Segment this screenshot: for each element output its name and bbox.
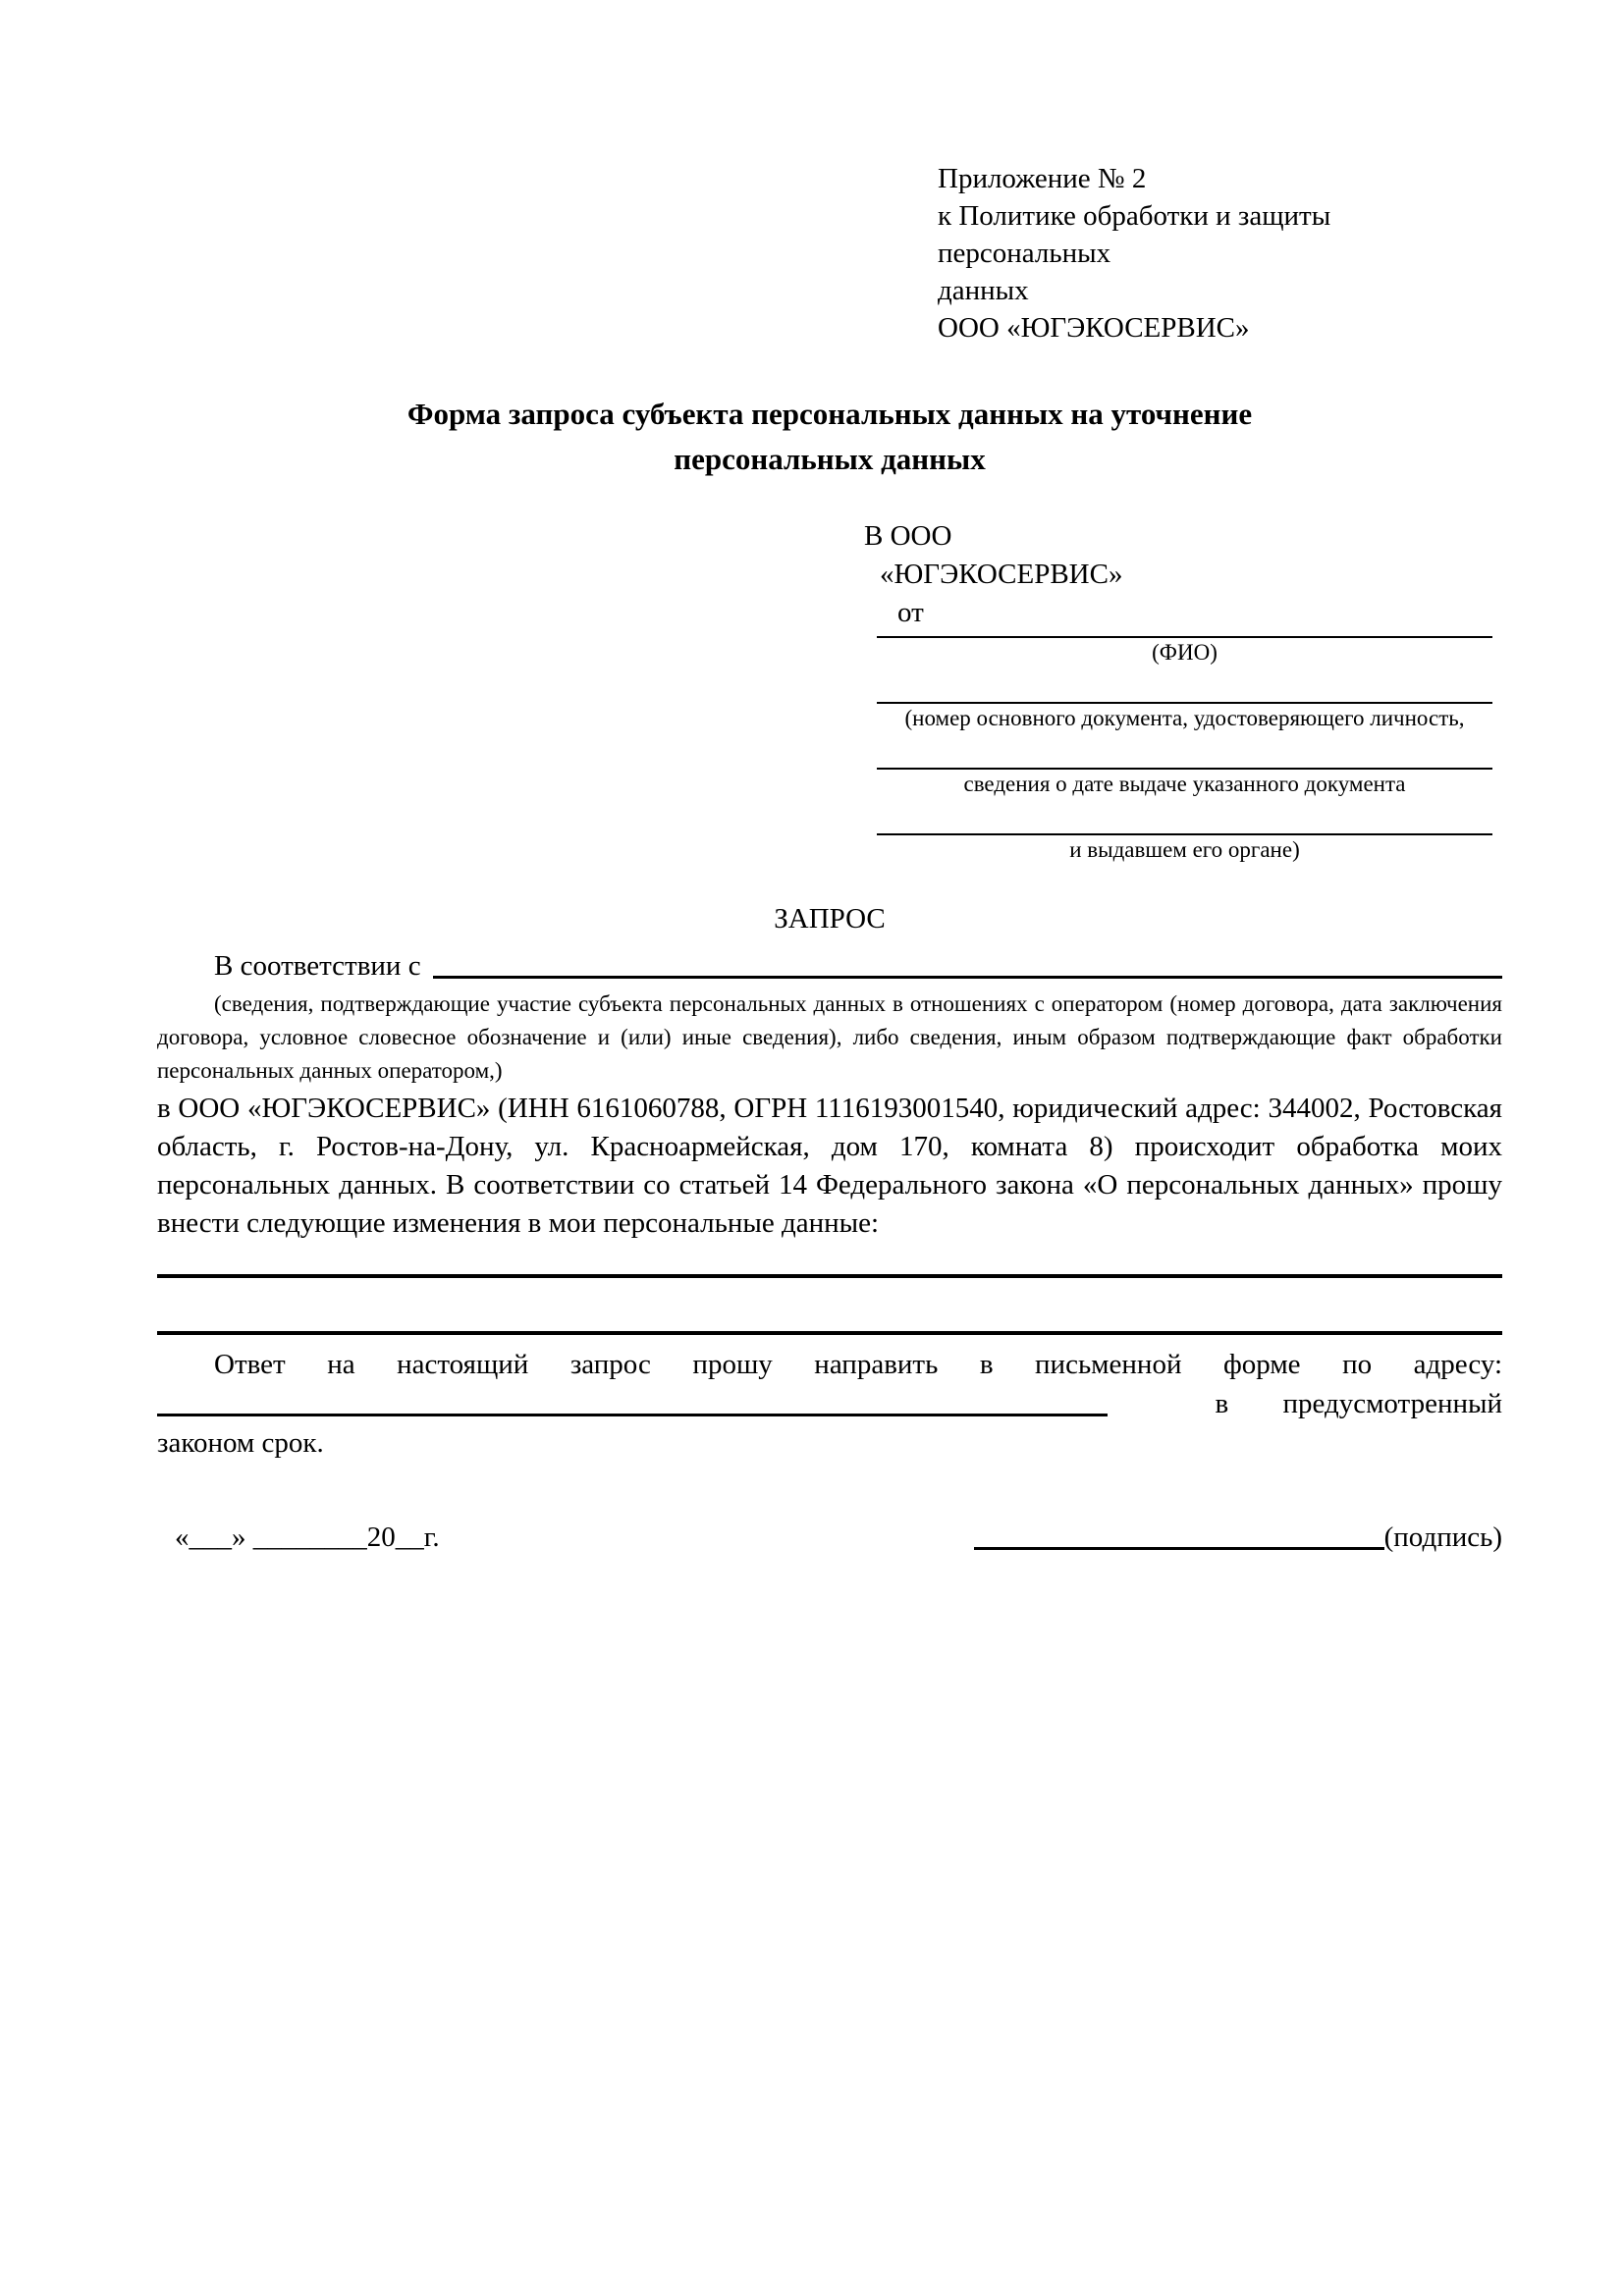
addressee-line1: В ООО: [864, 520, 952, 552]
field-row-issuing-authority: [877, 833, 1492, 865]
fio-caption: (ФИО): [1152, 640, 1218, 665]
field-row-fio: [877, 636, 1492, 667]
appendix-header-line: к Политике обработки и защиты персональных: [938, 200, 1331, 269]
document-title-line1: Форма запроса субъекта персональных данных на уточнение: [406, 397, 1253, 431]
address-blank-line: [157, 1384, 1108, 1416]
signature-caption: (подпись): [1383, 1522, 1502, 1553]
changes-blank-line-1: [157, 1274, 1502, 1278]
changes-blank-line-2: [157, 1331, 1502, 1335]
response-request-line: Ответ на настоящий запрос прошу направить в письменной форме по адресу:: [214, 1349, 1502, 1380]
issuing-authority-caption: и выдавшем его органе): [1069, 837, 1300, 862]
document-title-line2: персональных данных: [674, 442, 986, 476]
response-tail-text: в предусмотренный: [1215, 1388, 1502, 1419]
appendix-header-line: ООО «ЮГЭКОСЕРВИС»: [938, 312, 1250, 344]
document-number-caption: (номер основного документа, удостоверяющего личность,: [904, 706, 1465, 730]
issue-date-caption: сведения о дате выдаче указанного документа: [963, 772, 1406, 796]
document-title: [157, 392, 1502, 482]
response-address-row: [157, 1384, 1502, 1423]
signature-blank-line: [974, 1518, 1384, 1550]
appendix-header: [938, 160, 1502, 347]
request-intro-row: [157, 946, 1502, 986]
applicant-fields: [877, 636, 1492, 865]
relation-proof-blank-line: [433, 946, 1502, 979]
appendix-header-line: Приложение № 2: [938, 163, 1147, 194]
signature-row: [157, 1518, 1502, 1557]
field-row-document-number: [877, 702, 1492, 733]
request-heading: ЗАПРОС: [774, 903, 886, 934]
page-content: [157, 160, 1502, 1557]
signature-group: [974, 1518, 1502, 1557]
addressee-block: [864, 517, 1502, 632]
response-end-text: законом срок.: [157, 1427, 324, 1459]
appendix-header-line: данных: [938, 275, 1029, 306]
request-intro-prefix: В соответствии с: [214, 950, 421, 982]
date-blank-text: «___» ________20__г.: [175, 1522, 440, 1553]
request-body-paragraph: в ООО «ЮГЭКОСЕРВИС» (ИНН 6161060788, ОГРН 1116193001540, юридический адрес: 344002, Ростовская область, г. Ростов-на-Дону, ул. Красноармейская, дом 170, комната 8) происходит обработка моих персональных данных. В соответствии со статьей 14 Федерального закона «О персональных данных» прошу внести следующие изменения в мои персональные данные:: [157, 1093, 1502, 1239]
field-row-issue-date: [877, 768, 1492, 799]
addressee-line3: от: [897, 597, 924, 628]
relation-proof-footnote: (сведения, подтверждающие участие субъекта персональных данных в отношениях с оператором (номер договора, дата заключения договора, условное словесное обозначение и (или) иные сведения), либо сведения, иным образом подтверждающие факт обработки персональных данных оператором,): [157, 991, 1502, 1083]
addressee-line2: «ЮГЭКОСЕРВИС»: [880, 559, 1123, 590]
